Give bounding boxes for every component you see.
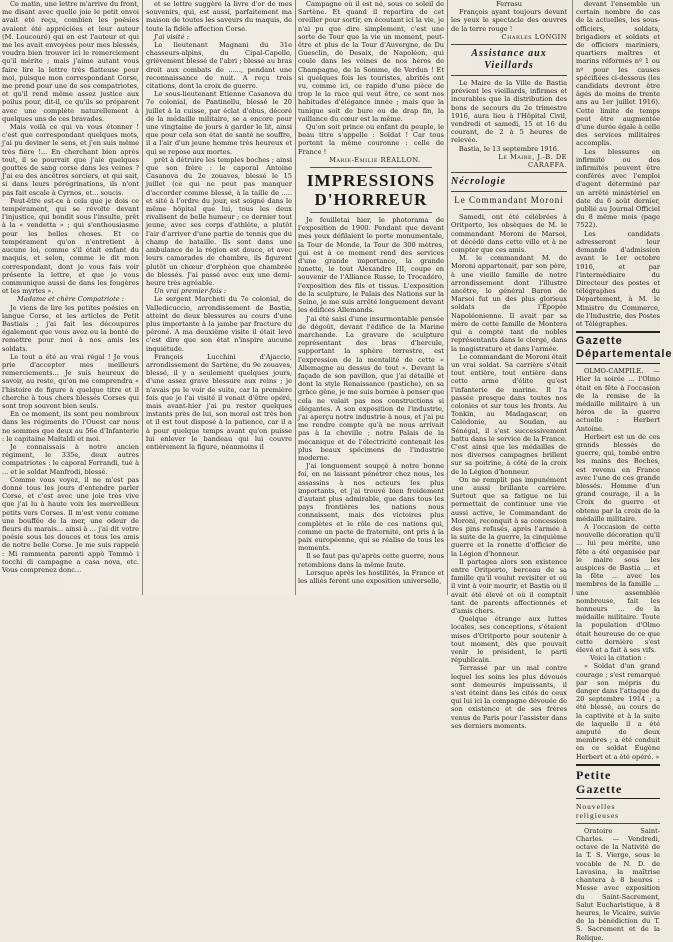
col4-right-para: devant l'ensemble un certain nombre de cas de la actuelles, les sous-officiers, soldats, brigadiers et soldats et de officiers mariniers, quartiers maîtres et marins réformés nº 1 ou nº pour les causes spécifiées ci-dessous (les candidats devront être âgés de moins de trente ans au 1er juillet 1916). Cette limite de temps peut être augmentée d'une durée égale à celle des services militaires accomplis. <box>576 0 660 148</box>
divider <box>451 172 567 173</box>
section-title: Gazette Départementale <box>576 335 673 361</box>
gazette-para: Herbert est un de ces grands blessés de guerre, qui, tombé entre les mains des Boches, est revenu en France avec l'une de ces grande blessés. Homme d'un grand courage, il a la Croix de guerre et obtenu par la croix de la médaille militaire. <box>576 432 660 523</box>
col2-para: Le sous-lieutenant Etienne Casanova du 7e colonial, de Pantinellu, blessé le 20 juillet à la cuisse, par éclat d'obus, décoré de la médaille militaire, se a encore pour une vingtaine de jours à garder le lit, ainsi que pour cela son état de santé ne souffre, il a l'air d'un jeune homme très heureux et qui se repose aux mortes. <box>146 90 292 156</box>
obituary-para: Il partagea alors son existence entre Oritporto, berceau de sa famille qu'il voulut revisiter et où il vint à voir mourir, et Bastia où il avait été élevé et où il comptait tant de parents affectionnés et d'amis chers. <box>451 557 567 615</box>
article-para: Je feuilletai hier, le photorama de l'exposition de 1900. Pendant que devant mes yeux défilaient le porte monumentale, la Tour de Monde, la Tour de 300 mètres, qui est à ce moment rend des services d'une grande importance, la grande lunette, le tout Alexandre III, coupe en souvenir de l'Alliance Russe, le Trocadéro, l'exposition des fils et tissus. L'exposition de la sculpture, le Palais des Nations sur la Seine, je me suis arrêté longuement devant les édifices Allemands. <box>298 216 444 315</box>
divider <box>451 44 567 45</box>
subsection-title: Nouvelles religieuses <box>576 801 620 820</box>
col2-para: prêt à détruire les temples boches ; ainsi que son frère : le caporal Antoine Casanova du 2e zouaves, blessé le 15 juillet (ce qui ne peut pas manquer d'accorder comme blessé, à la taille de ..... et sité à l'ordre du jour, est soigné dans le même hôpital que lui, tous les deux rivalisent de belle humeur ; ce dernier tout jeune, avec ses corps d'athlète, a plutôt l'air d'arriver d'une partie de tennis que du champ de bataille. Ils sont dans une ambulance de la région est douce, et avec leurs camarades de chambre, ils figurent plutôt un chœur d'orphéon que chambrée de blessés. J'ai passé avec eux une demi-heure très agréable. <box>146 155 292 287</box>
section-header-box <box>576 764 660 799</box>
obituary-para: Quelque étrange aux luttes locales, ses conceptions, s'étaient mises d'Oritporto pour soutenir à tout moment, dès que pouvait venir le président, le parti républicain. <box>451 615 567 665</box>
gazette-para: OLMO-CAMPILE. — Hier la soirée ... l'Olmo était en fête à l'occasion de la remise de la médaille militaire à un héros de la guerre actuelle : Herbert Antoine. <box>576 367 660 433</box>
notice-signature: Le Maire, J.-B. DE CARAFFA. <box>498 152 567 170</box>
article-para: Lorsque après les hostilités, la France et les alliés feront une exposition universelle, <box>298 568 444 585</box>
col3-para: Campagne où il est né, sous ce soleil de Sartène. Et quand il repartira de cet oreiller pour sortir, en écoutant ici la vie, je n'ai pu que dire simplement, c'est une sorte de Tour que la vie un moment, peut-être et plus de la Tour d'Auvergne, de Du Guesclin, de Desaix, de Napoléon, qui coule dans les veines de nos héros de Champagne, de la Somme, de Verdun ! Et si quelques fois les touristes, abrités ont vu, comme ici, ce rapide d'une pièce de trop le la race qui veut être, ce sont nos habitudes d'élégance innée ; mais que la tunique soit de bure ou de drap fin, la vaillance du cœur est la même. <box>298 0 444 123</box>
column-1 <box>2 0 139 595</box>
divider <box>310 212 432 213</box>
obituary-para: On ne remplit pas impunément une aussi brillante carrière. Surtout que sa fatigue ne lui permettait de continuer une vie aussi active, le Commandant de Moroni, reconquit à sa concession des pins refusés, après l'armée à la suite de la guerre, la cinquième guerre et la ronette d'officier de la Légion d'honneur. <box>451 475 567 558</box>
letter-salutation: Madame et chère Compatriote : <box>17 295 124 304</box>
author-signature: Charles LONGIN <box>501 32 567 41</box>
obituary-para: Terrassé par un mal contre lequel les soins les plus dévoués sont demeurés impuissants, il s'est éteint dans les cités de ceux qui lui ici la compagne dévouée de son existence et de ses frères venus de Paris pour l'assister dans ses derniers moments. <box>451 664 568 730</box>
column-2 <box>146 0 292 595</box>
col1-para: Ce matin, une lettre m'arrive du front, me disant avec quelle joie le petit envoi avait été reçu, combien les poésies avaient été appréciées et leur auteur (M. Loucouré) qui en est l'auteur et qui me les avait envoyées pour mes blessés, voudra bien trouver ici le remerciement qu'il mérite ; mais j'aime autant vous faire lire la lettre très flatteuse pour moi, puisque mon correspondant Corse, me prend pour une de ses compatriotes, et qu'il rend même assez justice aux poilus pour, dit-il, ce qu'ils se préparent avec une complète naturellement à quelques uns de ces bravades. <box>2 0 139 123</box>
column-rule <box>295 0 296 595</box>
divider <box>576 823 660 824</box>
col4-right-para: Les candidats adresseront leur demande d'admission avant le 1er octobre 1916, et par l'intermédiaire du Directeur des postes et télégraphes du Département, à M. le Ministre du Commerce, de l'Industrie, des Postes et Télégraphes. <box>576 229 660 328</box>
notice-para: Le Maire de la Ville de Bastia prévient les vieillards, infirmes et incurables que la distribution des bons de secours du 2e trimestre 1916, aura lieu à l'Hôpital Civil, vendredi et samedi, 15 et 16 du courant, de 2 à 5 heures de relevée. <box>451 79 567 145</box>
col1-para: Je connaissais à notre ancien régiment, le 335e, deux autres compatriotes : le caporal Ferrandi, tué à ... et le soldat Manfrodi, blessé. <box>2 442 139 476</box>
col1-para: Je viens de lire les petites poésies en langue Corse, et les articles de Petit Bastiais ; j'ai fait les découpures également que vous avez eu la bonté de remettre pour moi à nos amis les soldats. <box>2 303 139 353</box>
divider <box>451 191 567 192</box>
col1-para: Comme vous voyez, il ne m'est pas donné tous les jours d'entendre parler Corse, et c'est avec une joie très vive que j'ai lu à haute voix les merveilleux petits vers Corses. Il m'est venu comme une bouffée de la mer, une odeur de fleurs du marais... ainsi à ... j'ai dit votre poésie sous les douces et tous les amis de notre belle Corse. Je me suis rappelé : Mi rammenta parenti appò Tommò i tocchi di campagne a casa nova, etc. Vous comprenez donc... <box>2 475 139 575</box>
divider <box>463 209 555 210</box>
obituary-title: Le Commandant Moroni <box>454 195 564 206</box>
column-3 <box>298 0 444 595</box>
column-4 <box>451 0 673 942</box>
obituary-para: Le commandant de Moroni était un vrai soldat. Sa carrière s'était tout entière, tout entière dans cette arme d'élite qu'est l'infanterie de marine. Il l'a passée presque dans toutes nos colonies et sur tous les fronts. Au Tonkin, au Madagascar, en Calédonie, au Soudan, au Sénégal, il s'est successivement battu dans le service de la France. C'est ainsi que les médailles de nos diverses campagnes brillent sur sa poitrine, à côté de la croix de la Légion d'honneur. <box>451 352 567 476</box>
column-rule <box>572 0 573 595</box>
column-rule <box>447 0 448 595</box>
section-title: Nécrologie <box>451 176 506 188</box>
col4-left <box>451 0 567 730</box>
col1-para: En ce moment, ils sont peu nombreux dans les régiments de l'Ouest car nous ne sommes que deux au 56e d'Infanterie : le capitaine Maltaldi et moi. <box>2 410 139 443</box>
divider <box>310 167 432 168</box>
section-title: Assistance aux Vieillards <box>471 48 547 72</box>
col4-right-para: Les blessures en infirmité ou des infirmités peuvent être conférés avec l'emploi d'agent déterminé par un arrêté ministériel en date du 6 août dernier, publié au Journal Officiel du 8 même mois (page 7522). <box>576 147 660 230</box>
obituary-para: M. le commandant M. de Moroni appartenait, par son père, à une vieille famille de notre arrondissement dont l'illustre ancêtre, le général Baron de Marsoi fut un des plus glorieux soldats de l'Épopée Napoléonienne. Il avait par sa mère de cette famille de Montera qui a compté tant de nobles représentants dans le clergé, dans la magistrature et dans l'armée. <box>451 254 567 353</box>
author-signature: Marie-Emilie RÉALLON. <box>329 155 421 164</box>
col2-para: Le lieutenant Magnani du 31e chasseurs-alpins, du Cipal-Capelle, grièvement blessé de l'abri ; blessé au bras droit aux combats de ......, pendant une reconnaissance de nuit. A reçu trois citations, dont la croix de guerre. <box>146 41 292 91</box>
article-title: IMPRESSIONS D'HORREUR <box>306 171 436 210</box>
nouvelles-para: Oratoire Saint-Charles. — Vendredi, octave de la Nativité de la T. S. Vierge, sous le vocable de N. D. de Lavasina, la maîtrise chantera à 8 heures : Messe avec exposition du Saint-Sacrement, Salut Eucharistique, à 8 heures, le Vicaire, suivie de la bénédiction du T. S. Sacrement et de la Relique. <box>576 826 660 942</box>
col4-right <box>576 0 673 942</box>
article-para: J'ai été saisi d'une insurmontable pensée de dégoût, devant l'édifice de la Marine marchande. La gravure de sculpture représentant des bras d'hercule, supportant la sphère terrestre, est l'expression de la mentalité de cette « Allemagne au dessus de tout ». Devant la façade de son pavillon, que j'ai détaillé et dont la style Renaissance (pastiche), en sa grâce gêne, je me suis bornée à penser que cela ne valait pas nos constructions si élégantes. A son exposition de l'industrie, j'ai aperçu notre industrie à nous, et j'ai pu me rendre compte qu'à ne nous arrivait pas à la cheville ; notre Palais de la mécanique et de l'électricité contenait les plus beaux spécimens de l'industrie moderne. <box>298 314 444 462</box>
gazette-para: « Soldat d'un grand courage ; s'est remarqué par son mépris du danger dans l'attaque du 20 septembre 1914 ; a été blessé, au cours de la captivité et à la suite de laquelle il a été amputé de deux membres ; a été conduit en ce soldat Eugène Herbert et a été opéré. » <box>576 662 660 761</box>
obituary-para: Samedi, ont été célébrées à Oritporto, les obsèques de M. le commandant Moroni de Marsoi, et décédé dans cette ville et à ne compter que ces amis. <box>451 213 567 255</box>
section-header-box <box>576 331 673 364</box>
column-rule <box>142 0 143 595</box>
gazette-para: Voici la citation : <box>590 654 646 663</box>
article-para: Il se faut pas qu'après cette guerre, nous retombions dans la même faute. <box>298 552 444 569</box>
section-title: Petite Gazette <box>576 767 623 796</box>
col4-para: Ferrasu <box>496 0 522 8</box>
col1-para: Mais voilà ce qui va vous étonner ! c'est que correspondant quelques mots, j'ai pu deviner le sens, et j'en suis même très fière !... En cherchant bien après tout, il se pourrait que j'aie quelques gouttes de sang corse dans les veines ? J'ai eu des ancêtres sorciers, et qui sait, si dans leurs pérégrinations, ils n'ont pas fait escale à Cyrnos, et... soucis. <box>2 123 139 197</box>
col2-para: Le sergent Marcheti du 7e colonial, de Valledicuccio, arrondissement de Bastia, atteint de deux blessures au cours d'une plus importante à la jambe par fracture du péroné. A ma deuxième visite il était levé c'est dire que son état n'inspire aucune inquiétude. <box>146 295 292 353</box>
col2-subhead: J'ai visité : <box>154 32 189 41</box>
article-para: J'ai longuement soupçé à notre bonne foi, en ne laissant pénétrer chez nous, les assassins à nos acteurs les plus importants, et j'ai trouvé bien froidement d'autant plus admirable, que dans tous les pays frontières les nations nous connaissent, mais des victoires plus complètes et le rôle de ces nations qui, comme un pacte de fraternité, ont pris à la paix européenne, qui se réalise de tous les moments. <box>298 462 444 553</box>
col1-para: Le tout a été au vrai régal ! Je vous prie d'accepter mes meilleurs remerciements... Je suis heureux de savoir, au reste, qu'on me comprendra « l'histoire de figure à quelque titre et il cherche à tous chers blessés Corses qui sont trop souvent bien seuls. <box>2 352 139 410</box>
gazette-para: A l'occasion de cette nouvelle décoration qu'il ... lui peu mérite, une fête a été organisée par le maire sous les auspices de Bastia ... et la fête ... avec les membres de la famille ... une assemblée nombreuse, fait les honneurs ... de la médaille militaire. Toute la population d'Olmo était heureuse de ce que cette dernière s'est élevé et a fait à ses vifs. <box>576 522 660 655</box>
col2-para: François Lucchini d'Ajaccio, arrondissement de Sartène, du 9e zouaves, blessé, il y a seulement quelques jours, d'une assez grave blessure aux reins ; je n'avais pu le voir de suite, car la première fois que je l'ai visité il venait d'être opéré, mais avant-hier j'ai pu rester quelques instants près de lui, son moral est très bon et il est tout disposé à la patience, car il a à pour quelque temps avant qu'on puisse lui enlever le bandeau qui lui couvre entièrement la figure, néanmoins il <box>146 352 292 451</box>
col4-para: François ayant toujours devant les yeux le spectacle des œuvres de la terre rouge ! <box>451 8 567 33</box>
col2-para: et se lettre suggère la livre d'or de mes souvenirs, qui, est aussi, parfaitement ma maison de toutes les saveurs du maquis, de toute la fidèle affection Corse. <box>146 0 292 33</box>
col2-subhead: Un vrai premier-fois : <box>154 287 227 296</box>
notice-date: Bastia, le 13 septembre 1916. <box>458 144 560 153</box>
col1-para: Peut-être est-ce à cela que je dois ce tempérament, qui se révolte devant l'injustice, qui bondit sous l'insulte, prêt à la « vendetta » ; qui s'enthousiasme pour les belles choses. Et ce tempérament qu'on n'entretient à aucune loi, comme s'il était enfant du maquis, et selon, comme le dit mon correspondant, dont je vous fais voir présente la lettre, et que je vous communique aussi de dans les fougères et les myrtes ». <box>2 196 139 296</box>
col3-para: Qu'on soit prince ou enfant du peuple, le beau titre s'appelle : Soldat ! Car tous portent la même couronne : celle de France ! <box>298 123 444 156</box>
divider <box>451 75 567 76</box>
